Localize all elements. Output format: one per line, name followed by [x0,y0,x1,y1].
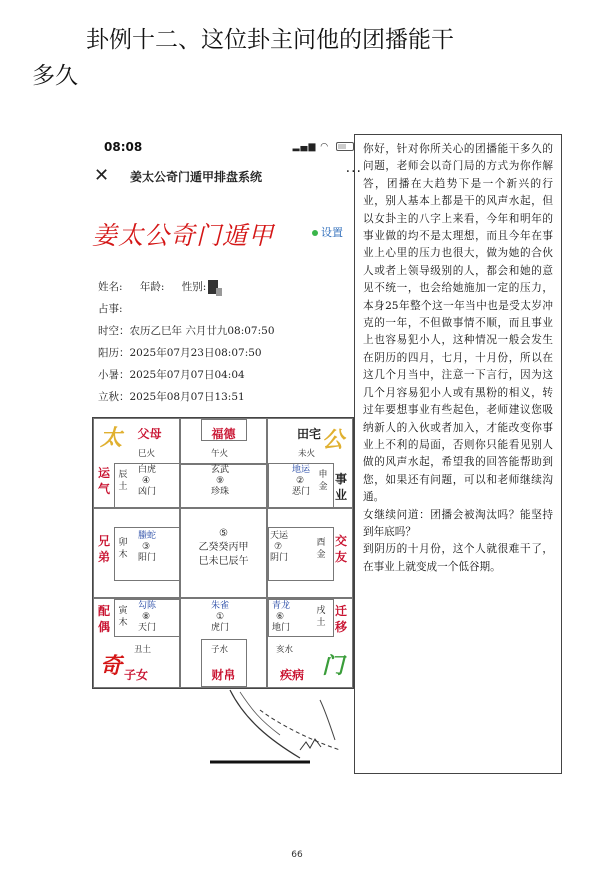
god-nw: 白虎 [138,465,157,475]
num-w: ③ [142,542,151,552]
palace-sw [93,598,180,688]
num-nw: ④ [142,476,151,486]
side-label-yunqi: 运气 [97,466,110,496]
age-label: 年龄: [139,281,165,293]
stem-ne: 申金 [318,470,328,492]
settings-dot-icon [312,230,318,236]
door-se: 地门 [272,623,291,633]
god-n: 玄武 [211,465,230,475]
god-s: 朱雀 [211,601,230,611]
palace-name-shiye: 事业 [334,472,347,502]
num-center: ⑤ [219,528,228,539]
status-icons [293,142,354,152]
num-sw: ⑧ [142,612,151,622]
num-s: ① [216,612,225,622]
palace-name-fude: 福德 [211,427,236,441]
branch-ne: 未火 [298,449,316,459]
status-bar [92,136,354,158]
page-number: 66 [291,850,303,860]
palace-e [267,508,353,598]
heading-line-2: 多久 [32,63,78,89]
stem-e: 酉金 [316,538,326,560]
stem-sw: 寅木 [118,606,128,628]
solar-time: 阳历：2025年07月23日08:07:50 [98,347,262,359]
settings-button[interactable] [312,224,343,240]
door-n: 珍珠 [211,487,230,497]
more-menu-icon[interactable]: ··· [345,164,362,180]
answer-paragraph-2: 女继续问道：团播会被淘汰吗？能坚持到年底吗？ [363,508,553,538]
center-stems: 乙癸癸丙甲 [198,542,249,553]
answer-paragraph-3: 到阴历的十月份，这个人就很难干了，在事业上就变成一个低谷期。 [363,543,553,573]
palace-name-qianyi: 迁移 [334,604,347,634]
answer-paragraph-1: 你好，针对你所关心的团播能干多久的问题，老师会以奇门局的方式为你作解答，团播在大趋势下是一个新兴的行业，别人基本上都是干的风声水起，但以女卦主的八字上来看，今年和明年的事业做的均不是太理想，而且今年在事业上心里的压力也很大，做为她的合伙人或者上领导级别的人，都会和她的意见不统一，也会给她施加一定的压力，本身25年整个这一年当中也是受太岁冲克的一年，不但做事情不顺，而且事业上也容易犯小人，这种情况一般会发生在阴历的四月，七月，十月份，所以在这几个月当中，注意一下言行，因为这几个月容易犯小人或有黑粉的相义，转过年要想事业有些起色，老师建议您吸纳新人的入伙或者加入，才能改变你事业上不利的局面，否则你只能看见别人做的风声水起，希望我的回答能帮助到您，如果还有问题，可以和老师继续沟通。 [363,143,553,504]
liqiu-time: 立秋：2025年08月07日13:51 [98,391,245,403]
app-logo: 姜太公奇门遁甲 [92,221,275,250]
status-time: 08:08 [104,140,143,154]
branch-se: 亥水 [276,645,294,655]
palace-w [93,508,180,598]
branch-n: 午火 [211,449,229,459]
num-n: ⑨ [216,476,225,486]
palace-center [180,508,267,598]
door-e: 阴门 [270,553,289,563]
palace-name-jibing: 疾病 [279,668,304,682]
app-bar [92,164,362,192]
palace-ne [267,418,353,508]
xiaoshu-time: 小暑：2025年07月07日04:04 [98,369,245,381]
close-icon[interactable]: ✕ [94,165,110,186]
god-ne: 地运 [292,465,311,475]
corner-char-men: 门 [321,653,344,679]
branch-s: 子水 [211,645,229,655]
info-row-person [98,276,348,298]
palace-name-tianzhai: 田宅 [296,427,321,441]
heading-line-1: 卦例十二、这位卦主问他的团播能干 [86,27,454,53]
door-nw: 凶门 [138,487,157,497]
wifi-icon: ◠ [320,142,330,152]
app-title: 姜太公奇门遁甲排盘系统 [130,170,263,184]
palace-nw [93,418,180,508]
god-se: 青龙 [272,601,291,611]
door-s: 虎门 [211,623,230,633]
gender-redacted-mark [208,280,218,294]
answer-text-box [354,134,562,774]
page-heading [32,22,502,94]
num-ne: ② [296,476,305,486]
signal-icon: ▂▄▆ [292,142,317,152]
battery-icon [336,142,354,151]
door-w: 阳门 [138,553,157,563]
palace-name-caibo: 财帛 [211,668,236,682]
palace-name-fumu: 父母 [137,427,162,441]
gender-label: 性别: [181,281,207,293]
palace-s [180,598,267,688]
corner-char-qi: 奇 [100,653,123,679]
door-ne: 恶门 [292,487,311,497]
branch-nw: 巳火 [138,449,156,459]
sketch-illustration [200,680,350,770]
num-e: ⑦ [274,542,283,552]
corner-char-tai: 太 [100,425,123,451]
stem-se: 戌土 [316,606,326,628]
god-w: 螣蛇 [138,531,157,541]
matter-label: 占事: [98,303,123,315]
door-sw: 天门 [138,623,157,633]
chart-info [98,276,348,408]
phone-screenshot [92,136,362,696]
palace-name-zinv: 子女 [124,668,149,682]
center-branches: 巳未巳辰午 [198,556,249,567]
name-label: 姓名: [98,281,123,293]
num-se: ⑥ [276,612,285,622]
branch-sw: 丑土 [134,645,152,655]
lunar-time: 时空：农历乙巳年 六月廿九08:07:50 [98,325,275,337]
god-e: 天运 [270,531,289,541]
stem-nw: 辰土 [118,470,128,492]
palace-name-jiaoyou: 交友 [334,534,347,564]
corner-char-gong: 公 [321,427,344,453]
god-sw: 勾陈 [138,601,157,611]
palace-name-xiongdi: 兄弟 [97,534,110,564]
palace-se [267,598,353,688]
qimen-chart [92,417,354,689]
palace-name-peiou: 配偶 [97,604,110,634]
palace-n [180,418,267,508]
settings-label: 设置 [321,226,343,239]
stem-w: 卯木 [118,538,128,560]
